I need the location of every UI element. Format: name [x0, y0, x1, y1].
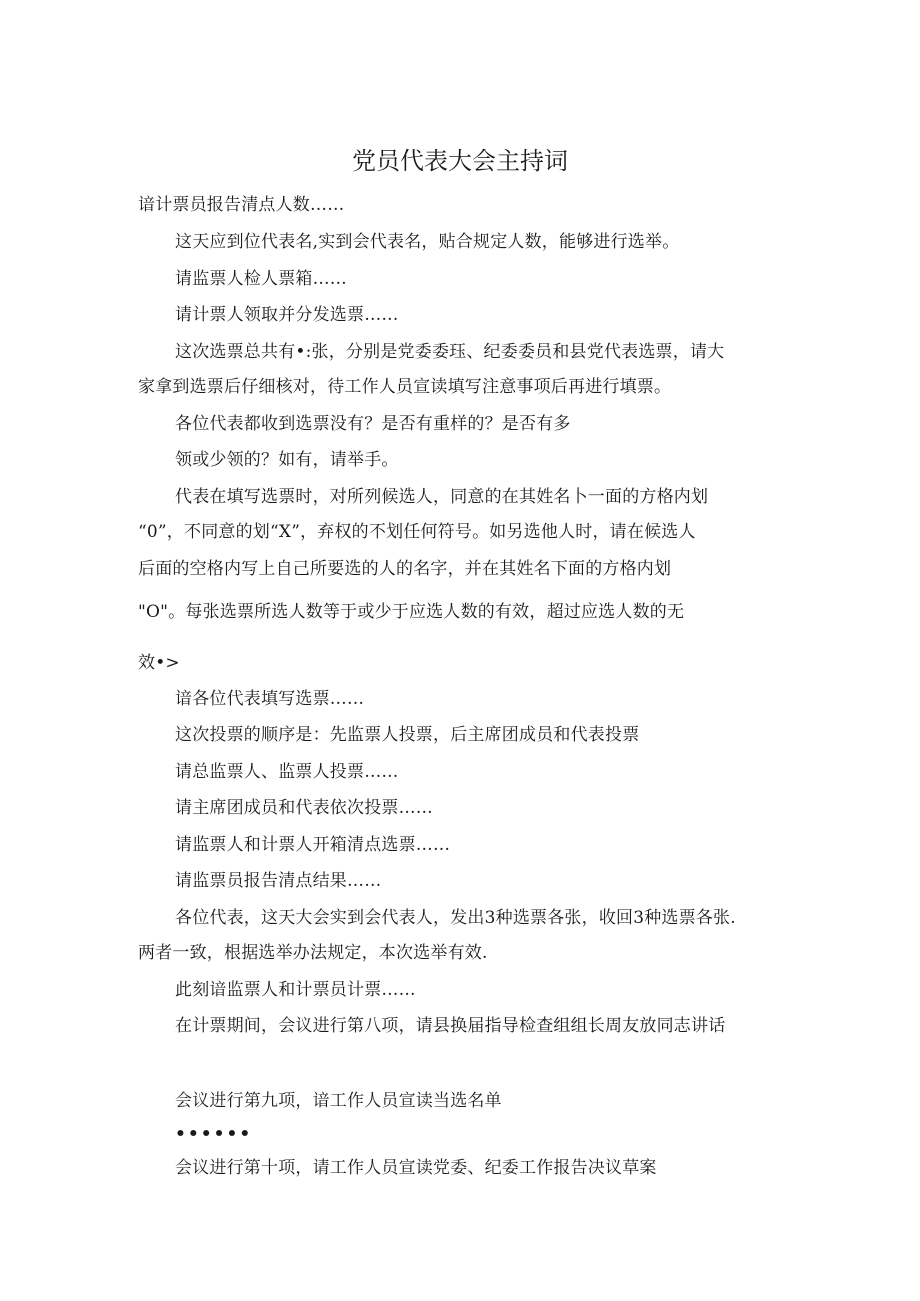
paragraph-line: 请监票人和计票人开箱清点选票……	[175, 835, 451, 855]
paragraph-line: 此刻谙监票人和计票员计票……	[175, 980, 416, 1000]
paragraph-line: 会议进行第十项，请工作人员宣读党委、纪委工作报告决议草案	[175, 1158, 657, 1178]
paragraph-line: 各位代表都收到选票没有？是否有重样的？是否有多	[175, 414, 571, 434]
paragraph-line: 效•>	[138, 653, 180, 673]
paragraph-line: 这天应到位代表名,实到会代表名，贴合规定人数，能够进行选举。	[175, 232, 680, 252]
ellipsis-line: ••••••	[175, 1124, 253, 1144]
paragraph-line: 会议进行第九项，谙工作人员宣读当选名单	[175, 1091, 502, 1111]
paragraph-line: 请主席团成员和代表依次投票……	[175, 798, 433, 818]
paragraph-line: 这次选票总共有•:张，分别是党委委珏、纪委委员和县党代表选票，请大	[175, 342, 725, 362]
paragraph-line: 家拿到选票后仔细核对，待工作人员宣读填写注意事项后再进行填票。	[138, 377, 672, 397]
document-title: 党员代表大会主持词	[352, 147, 568, 175]
paragraph-line: 这次投票的顺序是：先监票人投票，后主席团成员和代表投票	[175, 725, 640, 745]
paragraph-line: 在计票期间，会议进行第八项，请县换届指导检查组组长周友放同志讲话	[175, 1016, 726, 1036]
paragraph-line: 请计票人领取并分发选票……	[175, 305, 399, 325]
paragraph-line: 领或少领的？如有，请举手。	[175, 450, 399, 470]
paragraph-line: “0”，不同意的划“X”，弃权的不划任何符号。如另选他人时，请在候选人	[138, 522, 696, 542]
paragraph-line: 后面的空格内写上自己所要选的人的名字，并在其姓名下面的方格内划	[138, 559, 672, 579]
paragraph-line: 代表在填写选票时，对所列候选人，同意的在其姓名卜一面的方格内划	[175, 487, 709, 507]
paragraph-line: 谙计票员报告清点人数……	[138, 195, 345, 215]
paragraph-line: 两者一致，根据选举办法规定，本次选举有效.	[138, 943, 488, 963]
paragraph-line: 请监票员报告清点结果……	[175, 871, 382, 891]
paragraph-line: 谙各位代表填写选票……	[175, 689, 365, 709]
paragraph-line: "O"。每张选票所选人数等于或少于应选人数的有效，超过应选人数的无	[138, 602, 685, 622]
paragraph-line: 请监票人检人票箱……	[175, 269, 347, 289]
paragraph-line: 请总监票人、监票人投票……	[175, 762, 399, 782]
paragraph-line: 各位代表，这天大会实到会代表人，发出3种选票各张，收回3种选票各张.	[175, 908, 736, 928]
